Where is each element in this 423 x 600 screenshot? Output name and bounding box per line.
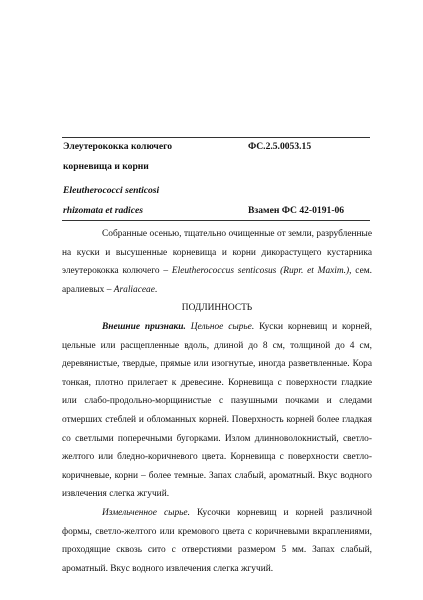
title-latin-line1: Eleutherococci senticosi (63, 185, 160, 196)
document-body (62, 225, 372, 578)
bottom-rule (62, 220, 370, 221)
title-russian-line1: Элеутерококка колючего (63, 141, 172, 152)
section-title: ПОДЛИННОСТЬ (181, 303, 253, 314)
latin-family-name: Araliaceae (113, 284, 155, 295)
latin-species-name: Eleutherococcus senticosus (171, 266, 277, 277)
intro-end: . (154, 284, 158, 295)
external-signs-label: Внешние признаки. (102, 321, 186, 332)
intro-paragraph (62, 225, 372, 299)
crushed-raw-material-label: Измельченное сырье. (102, 507, 190, 518)
replaces-note: Взамен ФС 42-0191-06 (248, 205, 345, 216)
crushed-text: Кусочки корневищ и корней различной формы, светло-желтого или кремового цвета с коричневыми вкраплениями, проходящие сквозь сито с отверстиями размером 5 мм. Запах слабый, ароматный. Вкус водного извлечения слегка жгучий. (62, 507, 372, 574)
external-signs-text: Куски корневищ и корней, цельные или расщепленные вдоль, длиной до 8 см, толщиной до 4 см, деревянистые, твердые, прямые или изогнутые, иногда разветвленные. Кора тонкая, плотно прилегает к древесине. Корневища с поверхности гладкие или слабо-продольно-морщинистые с пазушными почками и следами отмерших стеблей и обломанных корней. Поверхность корней более гладкая со светлыми поперечными бугорками. Излом длинноволокнистый, светло-желтого или бледно-коричневого цвета. Корневища с поверхности светло-коричневые, корни – более темные. Запах слабый, ароматный. Вкус водного извлечения слегка жгучий. (62, 321, 373, 500)
crushed-paragraph (62, 504, 372, 578)
intro-text: Собранные осенью, тщательно очищенные от земли, разрубленные на куски и высушенные корневища и корни дикорастущего кустарника элеутерококка колючего – (62, 229, 372, 277)
species-authority: (Rupr. et Maxim.) (276, 266, 350, 277)
whole-raw-material-label: Цельное сырье. (190, 321, 255, 332)
top-rule (62, 137, 370, 138)
title-russian-line2: корневища и корни (63, 161, 149, 172)
external-signs-paragraph (62, 318, 372, 504)
intro-text-family: , сем. аралиевых – (62, 266, 373, 295)
title-latin-line2: rhizomata et radices (63, 205, 143, 216)
document-code: ФС.2.5.0053.15 (248, 141, 312, 152)
